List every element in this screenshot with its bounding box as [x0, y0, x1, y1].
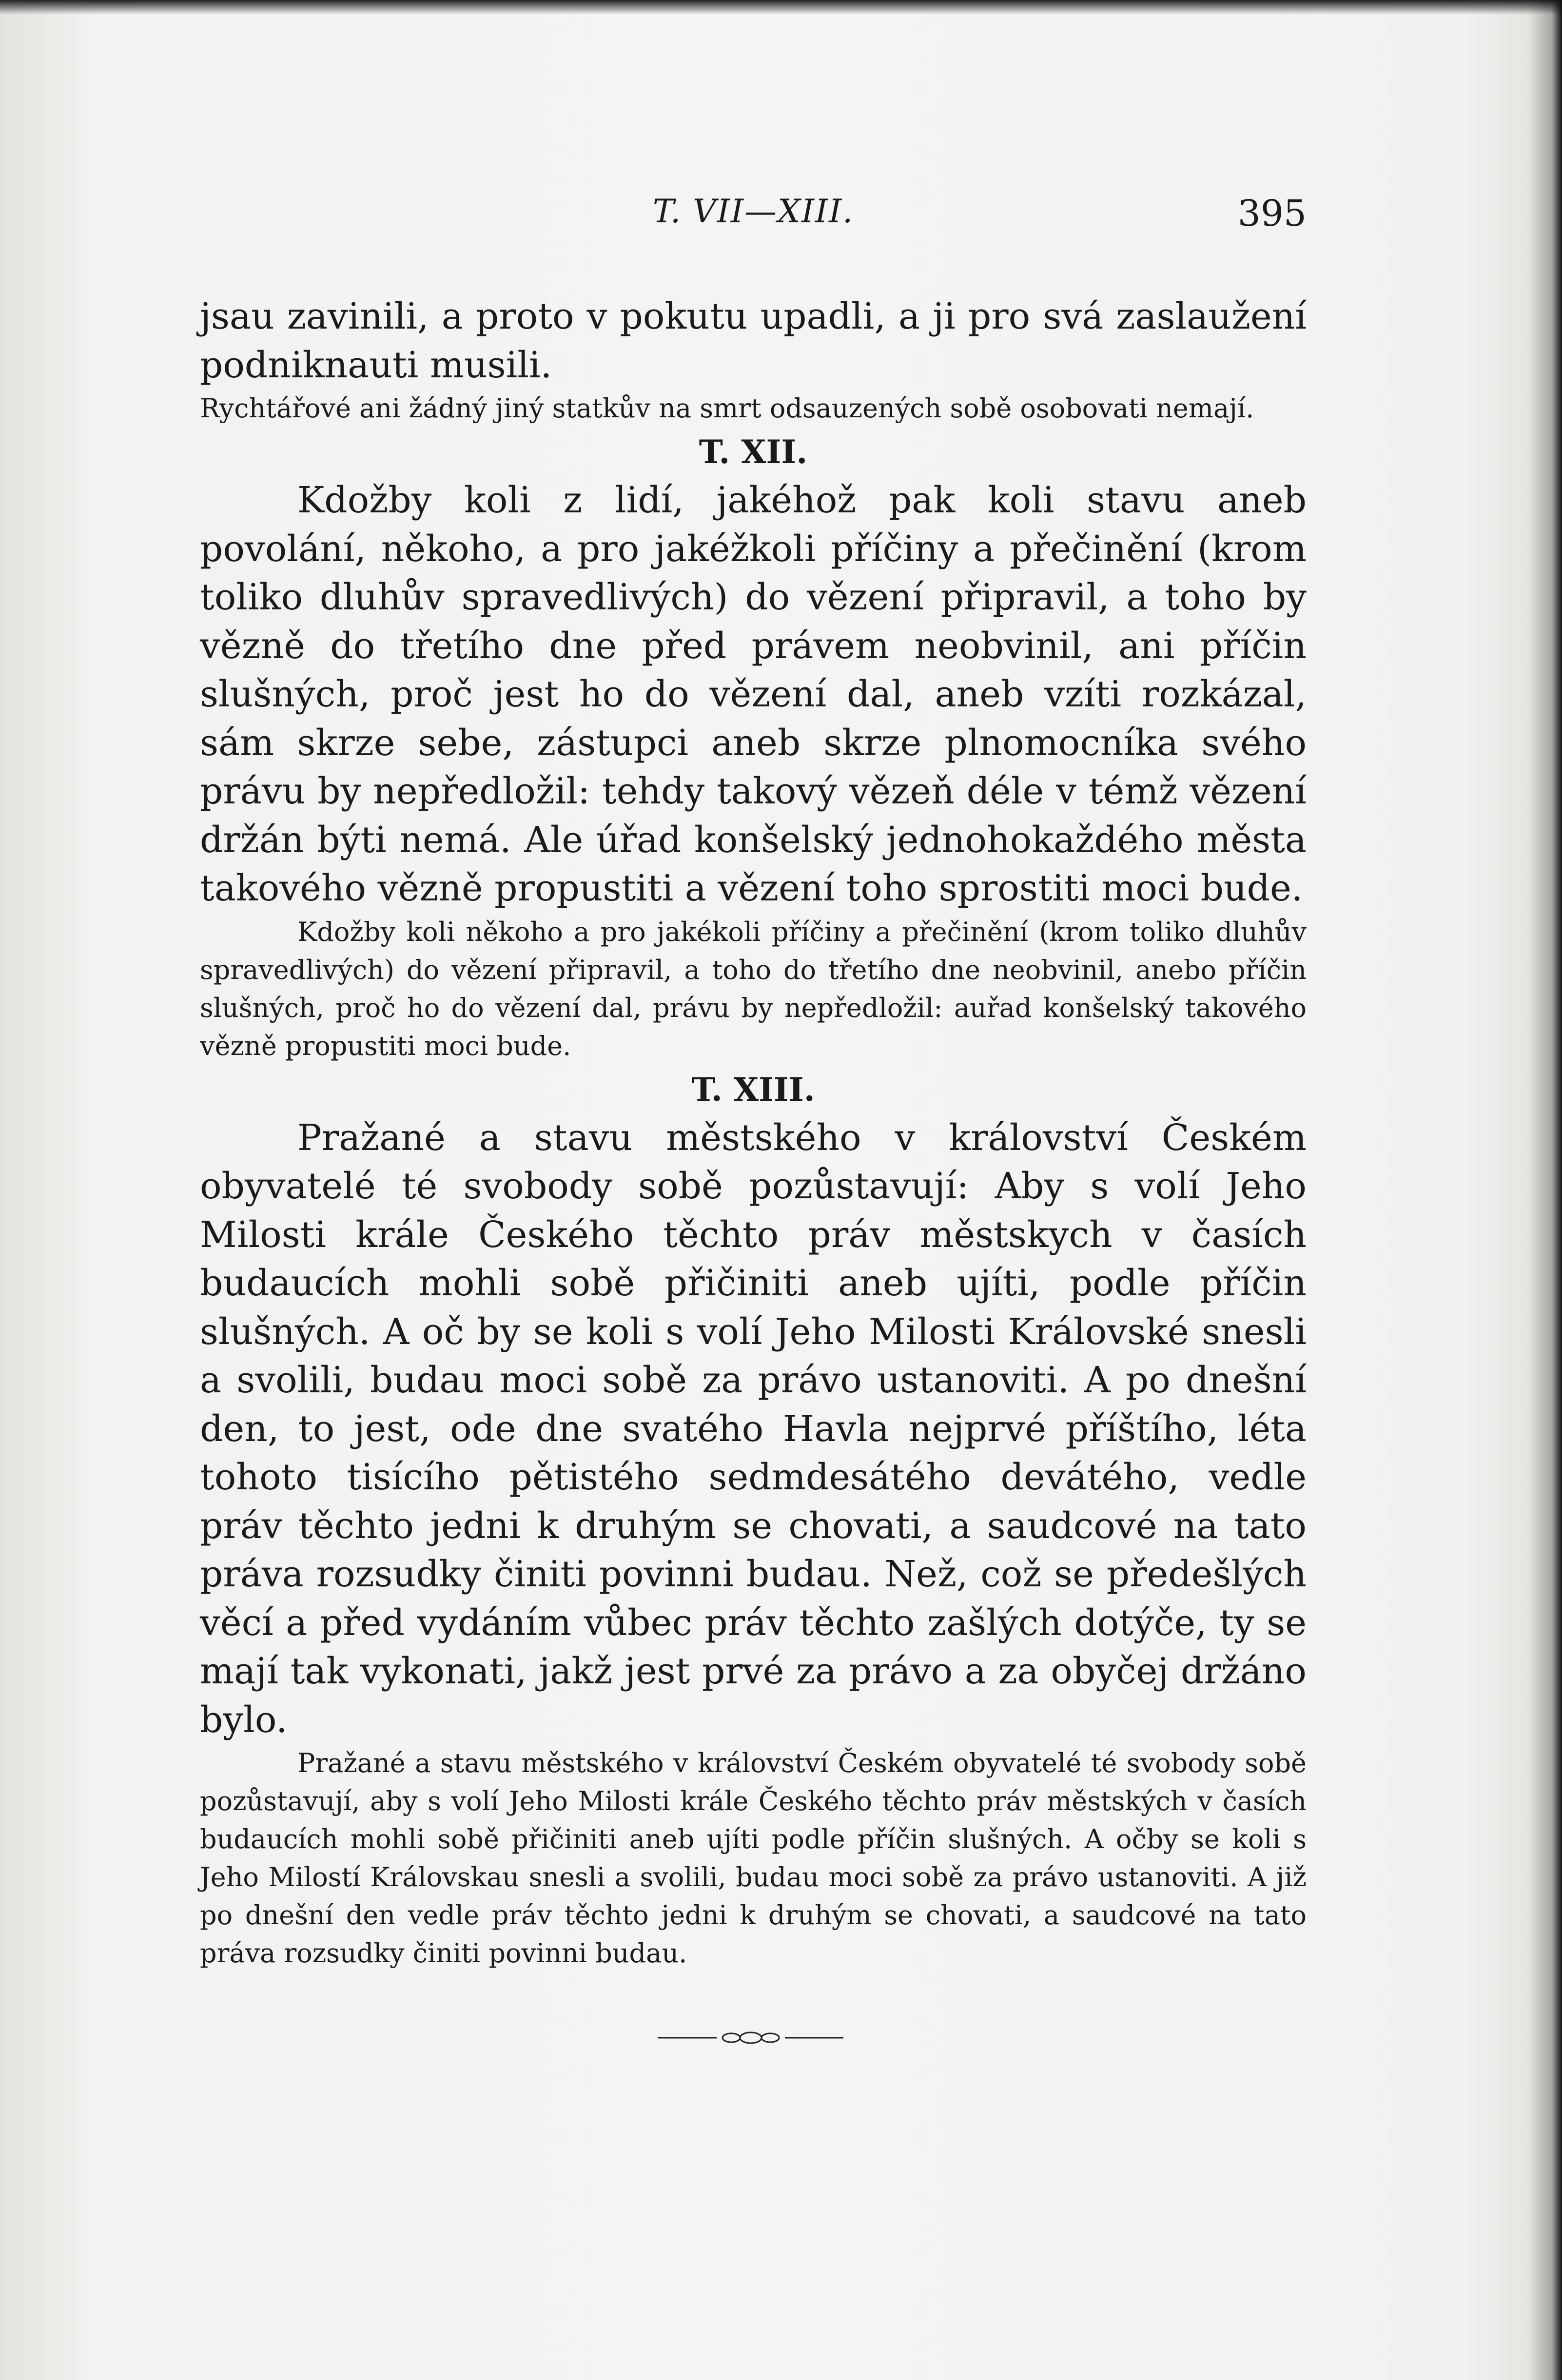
page-header — [200, 193, 1307, 246]
page-number: 395 — [1237, 193, 1307, 234]
note-paragraph-xii: Kdožby koli někoho a pro jakékoli příčiny a přečinění (krom toliko dluhův spravedlivých) do vězení připravil, a toho do třetího dne neobvinil, anebo příčin slušných, proč ho do vězení dal, právu by nepředložil: auřad konšelský takového vězně propustiti moci bude. — [200, 916, 1307, 1061]
paragraph-xiii: Pražané a stavu městského v království Českém obyvatelé té svobody sobě pozůstavují: Aby s volí Jeho Milosti krále Českého těchto práv městskych v časích budaucích mohli sobě přičiniti aneb ujíti, podle příčin slušných. A oč by se koli s volí Jeho Milosti Královské snesli a svolili, budau moci sobě za právo ustanoviti. A po dnešní den, to jest, ode dne svatého Havla nejprvé příštího, léta tohoto tisícího pětistého sedmdesátého devátého, vedle práv těchto jedni k druhým se chovati, a saudcové na tato práva rozsudky činiti povinni budau. Než, což se předešlých věcí a před vydáním vůbec práv těchto zašlých dotýče, ty se mají tak vykonati, jakž jest prvé za právo a za obyčej držáno bylo. — [200, 1116, 1307, 1741]
paragraph-xii: Kdožby koli z lidí, jakéhož pak koli stavu aneb povolání, někoho, a pro jakéžkoli příčiny a přečinění (krom toliko dluhův spravedlivých) do vězení připravil, a toho by vězně do třetího dne před právem neobvinil, ani příčin slušných, proč jest ho do vězení dal, aneb vzíti rozkázal, sám skrze sebe, zástupci aneb skrze plnomocníka svého právu by nepředložil: tehdy takový vězeň déle v témž vězení držán býti nemá. Ale úřad konšelský jednohokaždého města takového vězně propustiti a vězení toho sprostiti moci bude. — [200, 479, 1307, 909]
scan-top-edge — [0, 0, 1562, 15]
note-paragraph-1: Rychtářové ani žádný jiný statkův na smrt odsauzených sobě osobovati nemají. — [200, 393, 1254, 424]
page-body — [200, 293, 1307, 1972]
running-title: T. VII—XIII. — [652, 193, 854, 230]
note-paragraph-xiii: Pražané a stavu městského v království Českém obyvatelé té svobody sobě pozůstavují, aby s volí Jeho Milosti krále Českého těchto práv městských v časích budaucích mohli sobě přičiniti aneb ujíti podle příčin slušných. A očby se koli s Jeho Milostí Královskau snesli a svolili, budau moci sobě za právo ustanoviti. A již po dnešní den vedle práv těchto jedni k druhým se chovati, a saudcové na tato práva rozsudky činiti povinni budau. — [200, 1748, 1307, 1969]
section-heading-xiii: T. XIII. — [691, 1070, 815, 1109]
paragraph-continuation: jsau zavinili, a proto v pokutu upadli, a ji pro svá zaslaužení podniknauti musili. — [200, 295, 1307, 386]
section-heading-xii: T. XII. — [699, 433, 808, 471]
scan-right-edge — [1528, 0, 1562, 2380]
end-ornament — [658, 2030, 843, 2045]
